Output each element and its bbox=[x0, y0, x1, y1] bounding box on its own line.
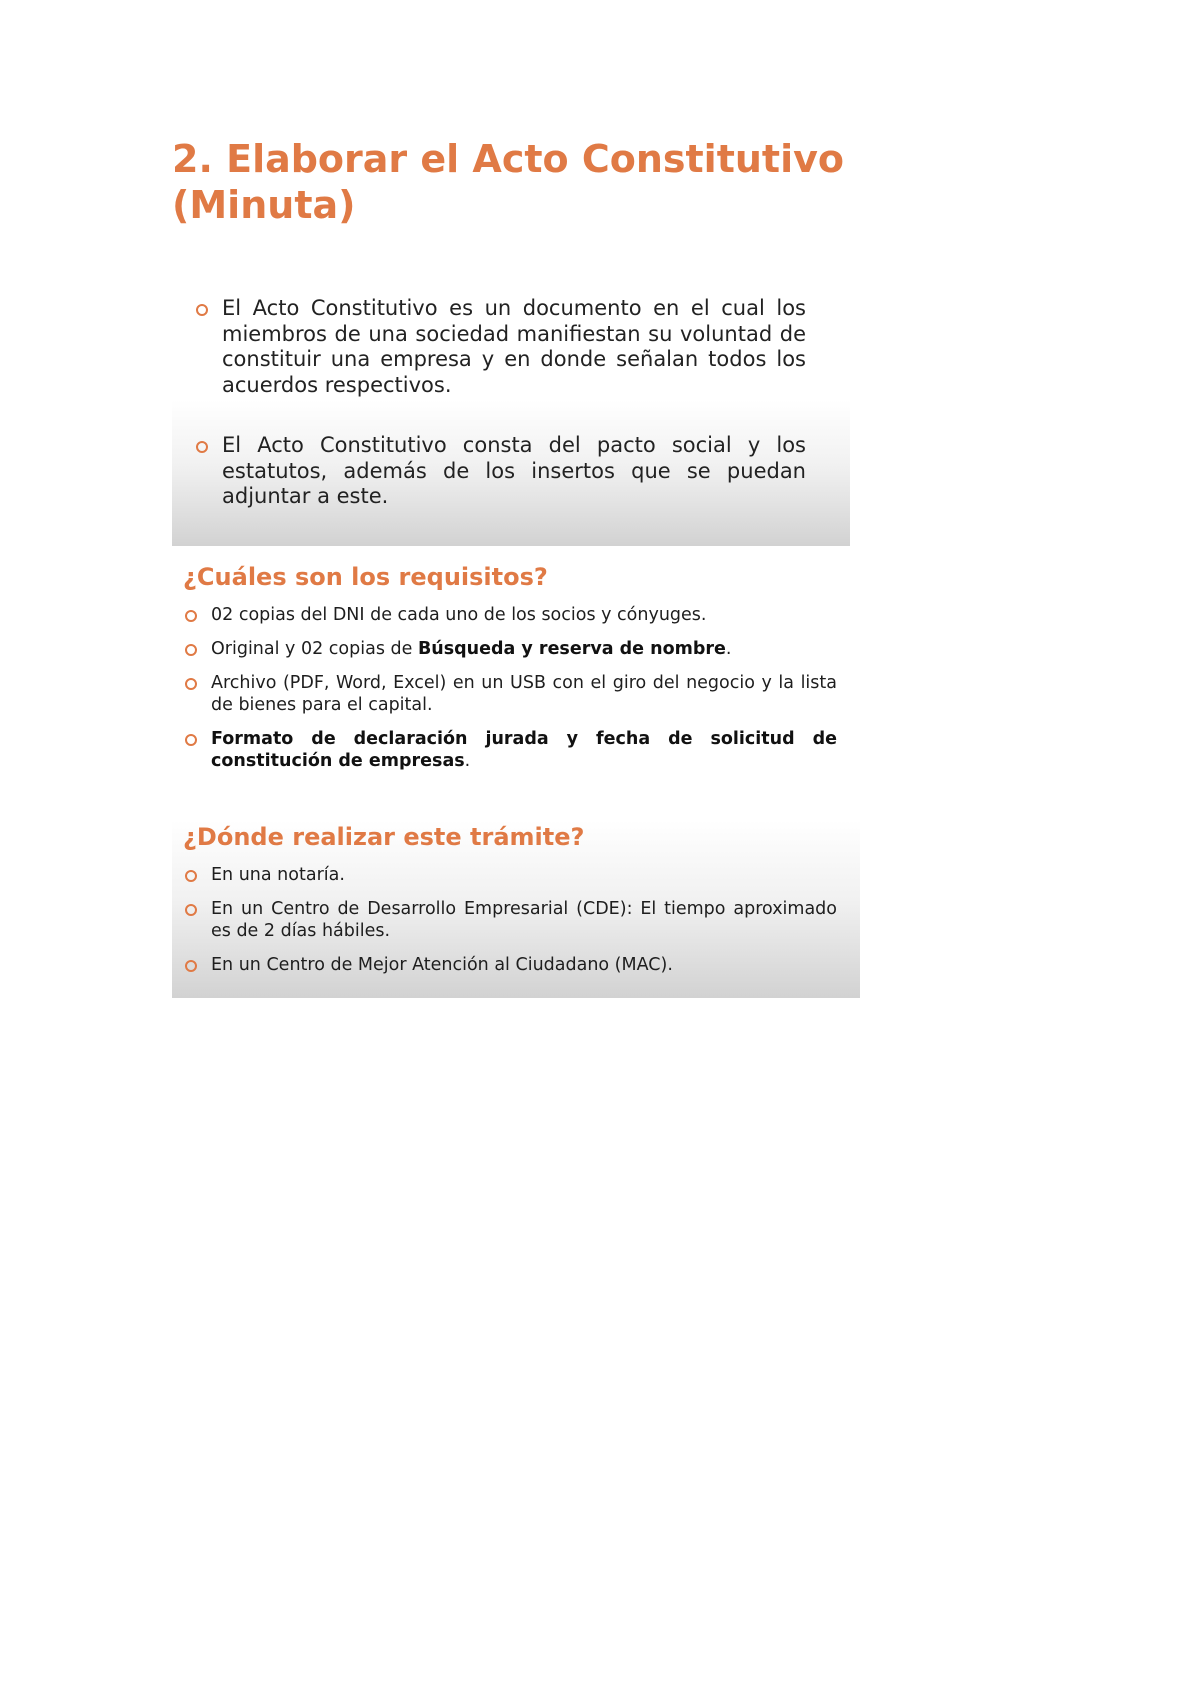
list-item bbox=[185, 898, 837, 942]
list-item-text: . bbox=[464, 751, 471, 771]
bullet-circle-icon bbox=[185, 904, 197, 916]
bullet-circle-icon bbox=[185, 610, 197, 622]
list-item bbox=[196, 433, 806, 510]
requirements-heading: ¿Cuáles son los requisitos? bbox=[183, 563, 548, 591]
bullet-circle-icon bbox=[185, 734, 197, 746]
list-item bbox=[185, 728, 837, 772]
page-title-line-1: 2. Elaborar el Acto Constitutivo bbox=[172, 137, 844, 181]
bullet-circle-icon bbox=[196, 304, 208, 316]
bullet-circle-icon bbox=[185, 678, 197, 690]
title-block bbox=[172, 136, 852, 228]
list-item bbox=[185, 638, 837, 660]
bullet-circle-icon bbox=[196, 441, 208, 453]
list-item-text: Archivo (PDF, Word, Excel) en un USB con el giro del negocio y la lista de bienes para el capital. bbox=[211, 673, 837, 715]
list-item-text: En una notaría. bbox=[211, 865, 345, 885]
list-item-text: . bbox=[725, 639, 732, 659]
list-item-bold-text: Formato de declaración jurada y fecha de solicitud de constitución de empresas bbox=[211, 729, 837, 771]
list-item bbox=[185, 864, 837, 886]
list-item bbox=[185, 954, 837, 976]
where-heading: ¿Dónde realizar este trámite? bbox=[183, 823, 585, 851]
list-item-text: En un Centro de Mejor Atención al Ciudadano (MAC). bbox=[211, 955, 673, 975]
bullet-circle-icon bbox=[185, 870, 197, 882]
list-item-text: El Acto Constitutivo consta del pacto social y los estatutos, además de los insertos que se puedan adjuntar a este. bbox=[222, 433, 806, 508]
requirements-list bbox=[185, 604, 837, 784]
list-item-text: Original y 02 copias de bbox=[211, 639, 418, 659]
list-item-text: 02 copias del DNI de cada uno de los socios y cónyuges. bbox=[211, 605, 707, 625]
intro-bullet-list bbox=[196, 296, 806, 545]
page-title-line-2: (Minuta) bbox=[172, 183, 356, 227]
list-item-text: El Acto Constitutivo es un documento en el cual los miembros de una sociedad manifiestan su voluntad de constituir una empresa y en donde señalan todos los acuerdos respectivos. bbox=[222, 296, 806, 397]
where-list bbox=[185, 864, 837, 988]
page-title bbox=[172, 136, 852, 228]
list-item-bold-text: Búsqueda y reserva de nombre bbox=[417, 639, 726, 659]
list-item bbox=[196, 296, 806, 398]
list-item-text: En un Centro de Desarrollo Empresarial (CDE): El tiempo aproximado es de 2 días hábiles. bbox=[211, 899, 837, 941]
bullet-circle-icon bbox=[185, 644, 197, 656]
list-item bbox=[185, 604, 837, 626]
bullet-circle-icon bbox=[185, 960, 197, 972]
list-item bbox=[185, 672, 837, 716]
